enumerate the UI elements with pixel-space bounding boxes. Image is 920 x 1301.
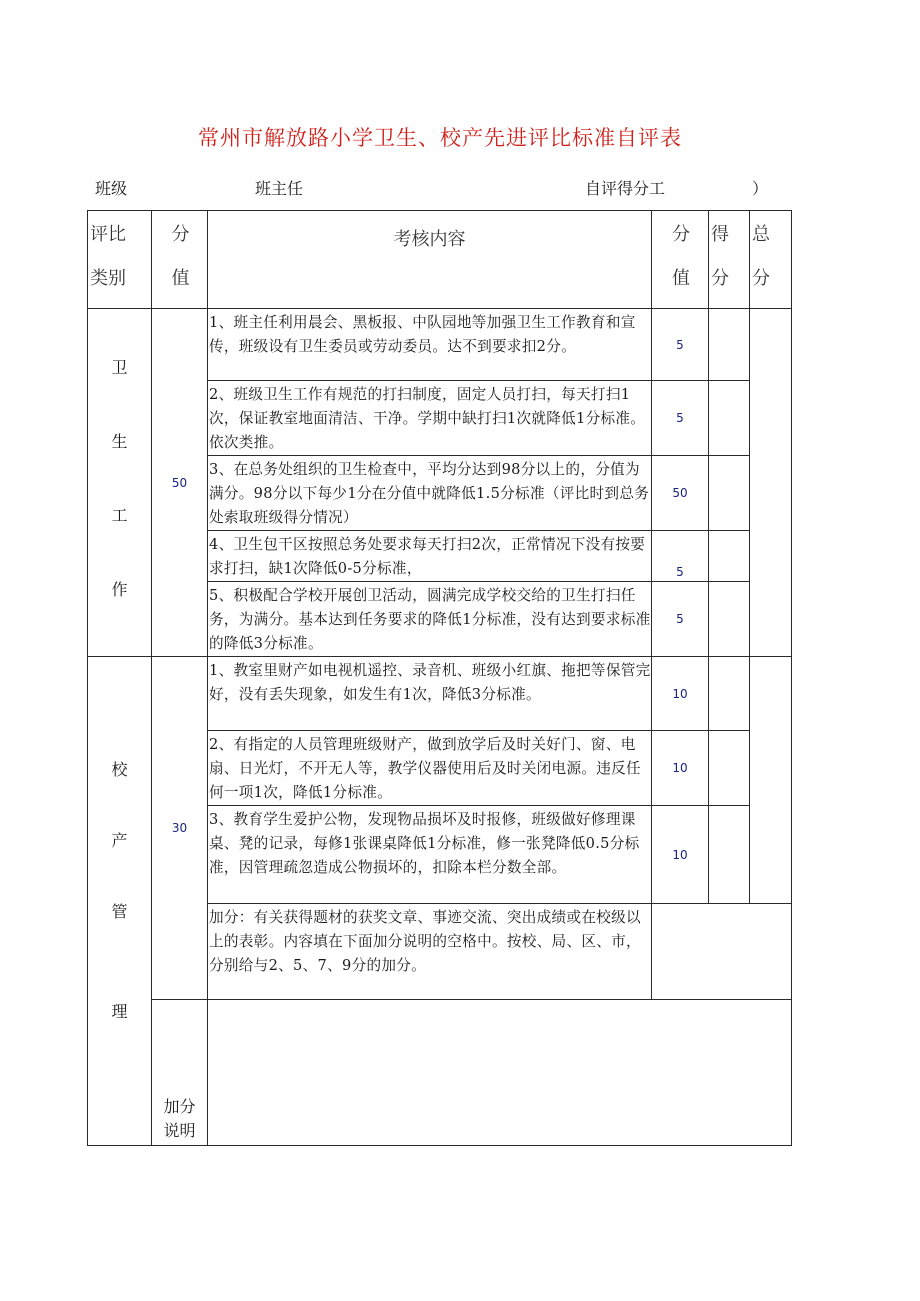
header-total: 总 分 [750, 211, 792, 309]
criteria-text: 5、积极配合学校开展创卫活动，圆满完成学校交给的卫生打扫任务，为满分。基本达到任务要求的降低1分标准，没有达到要求标准的降低3分标准。 [208, 582, 652, 657]
score-input-cell[interactable] [709, 456, 750, 531]
bonus-text: 加分：有关获得题材的获奖文章、事迹交流、突出成绩或在校级以上的表彰。内容填在下面加分说明的空格中。按校、局、区、市，分别给与2、5、7、9分的加分。 [208, 904, 652, 1000]
header-content: 考核内容 [208, 211, 652, 309]
self-score-label: 自评得分工 [585, 179, 666, 198]
category-property: 校 产 管 理 [88, 657, 152, 1146]
header-category: 评比 类别 [88, 211, 152, 309]
category-hygiene: 卫 生 工 作 [88, 309, 152, 657]
criteria-points: 10 [652, 657, 709, 731]
criteria-points: 5 [652, 531, 709, 582]
header-got: 得 分 [709, 211, 750, 309]
criteria-text: 3、在总务处组织的卫生检查中，平均分达到98分以上的，分值为满分。98分以下每少1分在分值中就降低1.5分标准（评比时到总务处索取班级得分情况） [208, 456, 652, 531]
header-points: 分 值 [652, 211, 709, 309]
closing-paren: ） [752, 179, 769, 198]
header-row [88, 211, 792, 309]
criteria-text: 3、教育学生爱护公物，发现物品损坏及时报修，班级做好修理课桌、凳的记录，每修1张课桌降低1分标准，修一张凳降低0.5分标准，因管理疏忽造成公物损坏的，扣除本栏分数全部。 [208, 806, 652, 904]
teacher-label: 班主任 [255, 179, 304, 198]
criteria-text: 2、有指定的人员管理班级财产，做到放学后及时关好门、窗、电扇、日光灯，不开无人等，教学仪器使用后及时关闭电源。违反任何一项1次，降低1分标准。 [208, 731, 652, 806]
bonus-explain-input[interactable] [208, 1000, 792, 1146]
criteria-text: 2、班级卫生工作有规范的打扫制度，固定人员打扫，每天打扫1次，保证教室地面清洁、干净。学期中缺打扫1次就降低1分标准。依次类推。 [208, 381, 652, 456]
criteria-text: 1、班主任利用晨会、黑板报、中队园地等加强卫生工作教育和宣传，班级设有卫生委员或劳动委员。达不到要求扣2分。 [208, 309, 652, 381]
table-row [88, 657, 792, 731]
criteria-points: 5 [652, 309, 709, 381]
criteria-points: 10 [652, 731, 709, 806]
header-value: 分 值 [152, 211, 208, 309]
score-input-cell[interactable] [709, 381, 750, 456]
criteria-points: 50 [652, 456, 709, 531]
criteria-points: 5 [652, 582, 709, 657]
score-input-cell[interactable] [709, 309, 750, 381]
total-cell[interactable] [750, 657, 792, 904]
bonus-explain-label: 加分 说明 [152, 1000, 208, 1146]
table-row [88, 1000, 792, 1146]
criteria-text: 4、卫生包干区按照总务处要求每天打扫2次，正常情况下没有按要求打扫，缺1次降低0-5分标准， [208, 531, 652, 582]
evaluation-table [87, 210, 792, 1146]
score-input-cell[interactable] [709, 531, 750, 582]
page-title: 常州市解放路小学卫生、校产先进评比标准自评表 [198, 126, 682, 150]
score-input-cell[interactable] [709, 657, 750, 731]
score-input-cell[interactable] [709, 582, 750, 657]
class-label: 班级 [95, 179, 128, 198]
score-input-cell[interactable] [709, 806, 750, 904]
criteria-points: 10 [652, 806, 709, 904]
total-cell[interactable] [750, 309, 792, 657]
section-value: 50 [152, 309, 208, 657]
table-row [88, 309, 792, 381]
bonus-score-cell[interactable] [652, 904, 792, 1000]
criteria-text: 1、教室里财产如电视机遥控、录音机、班级小红旗、拖把等保管完好，没有丢失现象，如发生有1次，降低3分标准。 [208, 657, 652, 731]
section-value: 30 [152, 657, 208, 1000]
score-input-cell[interactable] [709, 731, 750, 806]
criteria-points: 5 [652, 381, 709, 456]
